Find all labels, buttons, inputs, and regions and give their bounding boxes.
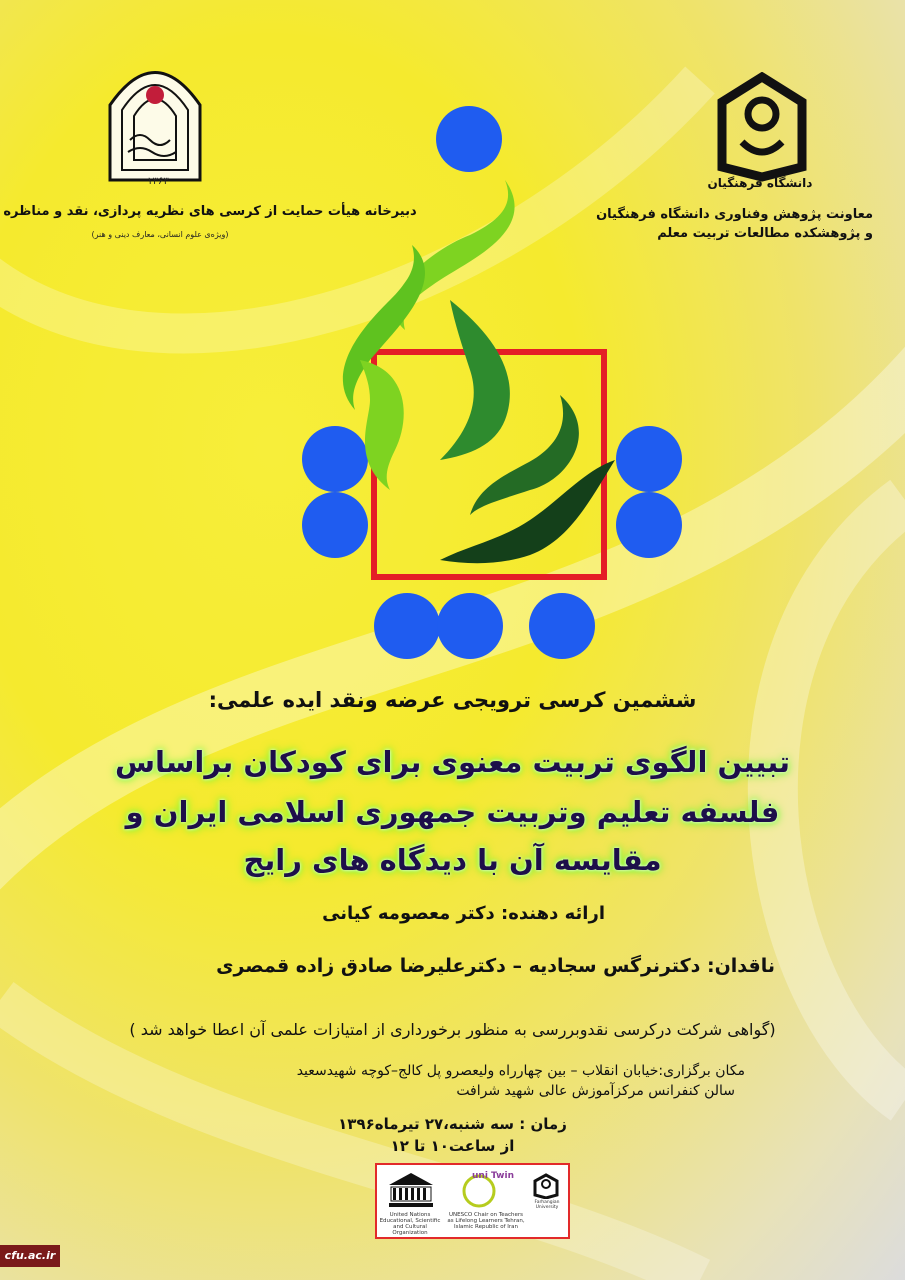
blue-circle (302, 492, 368, 558)
blue-circle (436, 106, 502, 172)
unitwin-text: UNESCO Chair on Teachers as Lifelong Learners Tehran, Islamic Republic of Iran (447, 1212, 525, 1230)
sponsor-logos-box (375, 1163, 570, 1239)
presenter: ارائه دهنده: دکتر معصومه کیانی (322, 903, 605, 924)
blue-circle (529, 593, 595, 659)
blue-circle (616, 426, 682, 492)
left-logo-subcaption: (ویژه‌ی علوم انسانی، معارف دینی و هنر) (91, 230, 229, 239)
leaf-shape (360, 360, 404, 490)
certificate-note: (گواهی شرکت درکرسی نقدوبررسی به منظور برخورداری از امتیازات علمی آن اعطا خواهد شد ) (129, 1020, 776, 1039)
seminar-emblem (295, 100, 695, 660)
venue-line-2: سالن کنفرانس مرکزآموزش عالی شهید شرافت (456, 1083, 735, 1099)
unitwin-label: uni Twin (472, 1171, 514, 1181)
critics: ناقدان: دکترنرگس سجادیه – دکترعلیرضا صادق زاده قمصری (216, 955, 775, 977)
council-year: ۱۳۶۳ (147, 176, 169, 187)
date-line: زمان : سه شنبه،۲۷ تیرماه۱۳۹۶ (338, 1115, 567, 1133)
farhangian-small-logo (532, 1173, 560, 1199)
leaf-shape (440, 300, 510, 460)
organizer-line1: معاونت پژوهش وفناوری دانشگاه فرهنگیان (596, 207, 873, 222)
title-line-3: مقایسه آن با دیدگاه های رایج (243, 843, 662, 877)
title-line-2: فلسفه تعلیم وتربیت جمهوری اسلامی ایران و (125, 795, 780, 829)
blue-circle (616, 492, 682, 558)
farhangian-logo-label: دانشگاه فرهنگیان (707, 176, 813, 190)
organizer-line2: و پژوهشکده مطالعات تربیت معلم (657, 226, 873, 241)
blue-circle (374, 593, 440, 659)
unesco-logo (387, 1171, 435, 1211)
farhangian-university-logo (712, 72, 812, 182)
title-line-1: تبیین الگوی تربیت معنوی برای کودکان براساس (115, 745, 790, 779)
unesco-text: United Nations Educational, Scientific and Cultural Organization (379, 1212, 441, 1236)
time-line: از ساعت۱۰ تا ۱۲ (390, 1137, 515, 1155)
farhangian-small-label: Farhangian University (534, 1200, 560, 1210)
venue-line-1: مکان برگزاری:خیابان انقلاب – بین چهارراه ولیعصرو پل کالج–کوچه شهیدسعید (296, 1063, 745, 1079)
seminar-heading: ششمین کرسی ترویجی عرضه ونقد ایده علمی: (208, 688, 697, 712)
left-logo-caption: دبیرخانه هیأت حمایت از کرسی های نظریه پردازی، نقد و مناظره (3, 204, 417, 219)
blue-circle (437, 593, 503, 659)
cultural-revolution-council-logo (100, 50, 210, 190)
blue-circle (302, 426, 368, 492)
site-watermark: cfu.ac.ir (0, 1245, 60, 1267)
